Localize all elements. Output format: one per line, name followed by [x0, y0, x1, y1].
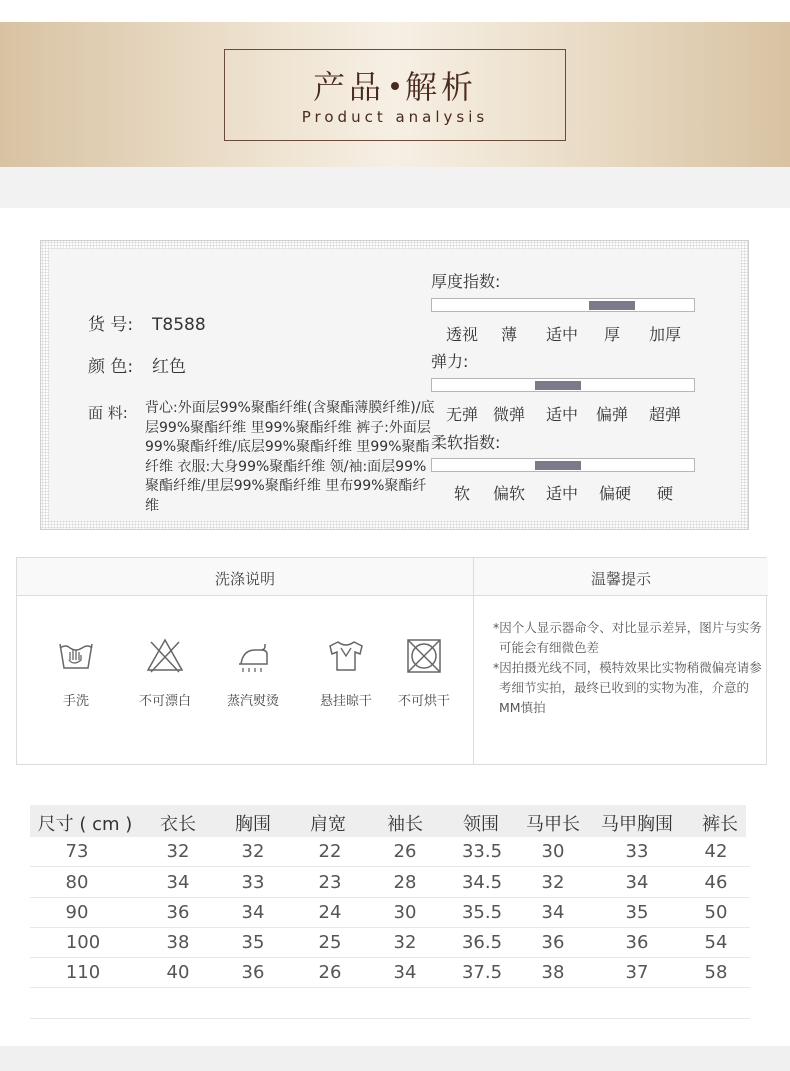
top-strip	[0, 0, 790, 22]
footer-band	[0, 1046, 790, 1071]
size-cell: 32	[166, 841, 190, 862]
size-table-row	[30, 898, 750, 928]
size-cell: 34	[541, 902, 565, 923]
thickness-bar	[431, 298, 695, 312]
color-value: 红色	[152, 357, 186, 377]
thickness-level	[589, 301, 635, 310]
care-item-no-tumble-dry	[384, 636, 464, 709]
size-cell: 35.5	[461, 902, 503, 923]
size-cell: 50	[704, 902, 728, 923]
size-cell: 38	[541, 962, 565, 983]
thickness-label: 薄	[500, 325, 518, 344]
size-cell: 36	[625, 932, 649, 953]
size-cell: 23	[318, 872, 342, 893]
size-cell: 33	[241, 872, 265, 893]
no-bleach-icon	[145, 636, 185, 676]
color-row	[88, 352, 186, 377]
size-cell: 38	[166, 932, 190, 953]
size-cell: 36	[241, 962, 265, 983]
thickness-label: 适中	[545, 325, 579, 344]
size-cell: 32	[393, 932, 417, 953]
elasticity-label: 偏弹	[595, 405, 629, 424]
size-cell: 24	[318, 902, 342, 923]
care-item-hand-wash	[36, 636, 116, 709]
size-cell: 46	[704, 872, 728, 893]
section-spacer	[0, 167, 790, 208]
softness-label: 软	[453, 484, 471, 503]
size-header-cell: 肩宽	[310, 814, 346, 835]
size-table-row	[30, 837, 750, 867]
size-table-row	[30, 868, 750, 898]
item-number-value: T8588	[152, 315, 206, 335]
size-cell: 34	[166, 872, 190, 893]
elasticity-bar	[431, 378, 695, 392]
hand-wash-icon	[56, 636, 96, 676]
size-header-cell: 领围	[463, 814, 499, 835]
size-cell: 90	[65, 902, 89, 923]
size-cell: 54	[704, 932, 728, 953]
size-cell: 34	[241, 902, 265, 923]
no-tumble-dry-label: 不可烘干	[397, 694, 450, 709]
size-cell: 36	[166, 902, 190, 923]
size-cell: 80	[65, 872, 89, 893]
size-cell: 25	[318, 932, 342, 953]
softness-bar	[431, 458, 695, 472]
size-header-cell: 尺寸 ( cm )	[37, 814, 133, 835]
steam-iron-label: 蒸汽熨烫	[226, 694, 279, 709]
size-cell: 36.5	[461, 932, 503, 953]
size-cell: 34	[625, 872, 649, 893]
size-table-row	[30, 928, 750, 958]
softness-level	[535, 461, 581, 470]
no-bleach-label: 不可漂白	[138, 694, 191, 709]
size-header-cell: 马甲胸围	[601, 814, 673, 835]
size-cell: 32	[241, 841, 265, 862]
product-analysis-banner	[0, 22, 790, 167]
thickness-label: 透视	[445, 325, 479, 344]
size-cell: 32	[541, 872, 565, 893]
size-cell: 34	[393, 962, 417, 983]
banner-title	[225, 62, 565, 108]
hang-dry-icon	[326, 636, 366, 676]
item-number-label: 货 号:	[88, 315, 134, 335]
size-header-cell: 马甲长	[526, 814, 580, 835]
care-item-hang-dry	[306, 636, 386, 709]
size-cell: 36	[541, 932, 565, 953]
size-cell: 26	[393, 841, 417, 862]
tips-header: 温馨提示	[590, 570, 651, 588]
hand-wash-label: 手洗	[62, 694, 89, 709]
size-cell: 100	[65, 932, 101, 953]
color-label: 颜 色:	[88, 357, 134, 377]
care-item-no-bleach	[125, 636, 205, 709]
size-cell: 33.5	[461, 841, 503, 862]
size-cell: 110	[65, 962, 101, 983]
size-cell: 35	[241, 932, 265, 953]
size-header-cell: 衣长	[160, 814, 196, 835]
elasticity-title: 弹力:	[431, 352, 469, 371]
size-header-cell: 胸围	[235, 814, 271, 835]
size-cell: 28	[393, 872, 417, 893]
tip-item: *因个人显示器命令、对比显示差异，图片与实务可能会有细微色差	[493, 620, 762, 655]
banner-title-left: 产品	[312, 68, 385, 106]
steam-iron-icon	[233, 636, 273, 676]
size-cell: 30	[541, 841, 565, 862]
hang-dry-label: 悬挂晾干	[319, 694, 372, 709]
size-cell: 22	[318, 841, 342, 862]
wash-header: 洗涤说明	[214, 570, 275, 588]
size-table-header	[30, 805, 746, 837]
elasticity-label: 超弹	[648, 405, 682, 424]
tips-text	[485, 618, 765, 718]
tip-item: *因拍摄光线不同，模特效果比实物稍微偏亮请参考细节实拍，最终已收到的实物为准，介意的MM慎拍	[493, 660, 762, 715]
size-cell: 73	[65, 841, 89, 862]
size-cell: 30	[393, 902, 417, 923]
thickness-title: 厚度指数:	[431, 272, 501, 291]
thickness-label: 厚	[603, 325, 621, 344]
product-info-inner	[49, 249, 740, 521]
softness-label: 偏硬	[598, 484, 632, 503]
size-cell: 34.5	[461, 872, 503, 893]
size-header-cell: 裤长	[702, 814, 738, 835]
softness-label: 偏软	[492, 484, 526, 503]
size-cell: 26	[318, 962, 342, 983]
no-tumble-dry-icon	[404, 636, 444, 676]
size-cell: 37.5	[461, 962, 503, 983]
softness-title: 柔软指数:	[431, 433, 501, 452]
size-cell: 42	[704, 841, 728, 862]
size-cell: 35	[625, 902, 649, 923]
item-number-row	[88, 310, 206, 335]
care-item-steam-iron	[213, 636, 293, 709]
size-table-row	[30, 958, 750, 988]
bullet-dot-icon	[391, 82, 399, 90]
elasticity-label: 无弹	[445, 405, 479, 424]
size-cell: 40	[166, 962, 190, 983]
banner-subtitle: Product analysis	[301, 108, 489, 126]
size-cell: 58	[704, 962, 728, 983]
size-header-cell: 袖长	[387, 814, 423, 835]
softness-label: 适中	[545, 484, 579, 503]
thickness-label: 加厚	[648, 325, 682, 344]
banner-frame	[224, 49, 566, 141]
fabric-label: 面 料:	[88, 404, 128, 422]
size-cell: 37	[625, 962, 649, 983]
table-bottom-line	[30, 1018, 750, 1019]
size-cell: 33	[625, 841, 649, 862]
care-instructions-panel	[16, 557, 767, 765]
elasticity-level	[535, 381, 581, 390]
softness-label: 硬	[656, 484, 674, 503]
product-info-panel	[40, 240, 749, 530]
fabric-value: 背心:外面层99%聚酯纤维(含聚酯薄膜纤维)/底层99%聚酯纤维 里99%聚酯纤维 裤子:外面层99%聚酯纤维/底层99%聚酯纤维 里99%聚酯纤维 衣服:大身99%聚酯纤维 领/袖:面层99%聚酯纤维/里层99%聚酯纤维 里布99%聚酯纤维	[145, 400, 435, 514]
elasticity-label: 适中	[545, 405, 579, 424]
elasticity-label: 微弹	[492, 405, 526, 424]
banner-title-right: 解析	[405, 68, 478, 106]
